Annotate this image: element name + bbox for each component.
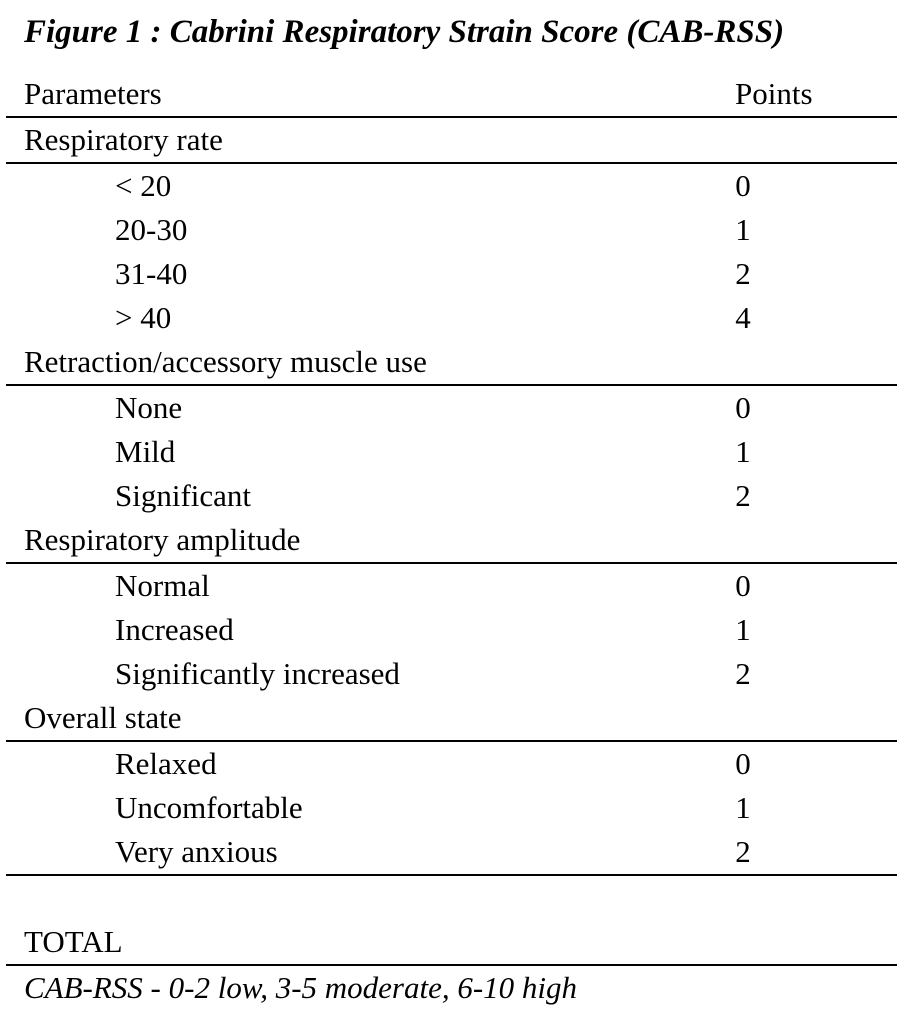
figure-title: Figure 1 : Cabrini Respiratory Strain Score (CAB-RSS) (24, 14, 785, 50)
group-row-respiratory-rate (6, 118, 897, 162)
table-row (6, 252, 897, 296)
item-points: 2 (735, 478, 751, 513)
points-header: Points (735, 76, 813, 111)
item-points: 2 (735, 834, 751, 869)
item-label: None (115, 390, 183, 425)
item-points: 0 (735, 390, 751, 425)
table-row (6, 430, 897, 474)
item-label: > 40 (115, 300, 172, 335)
item-points: 4 (735, 300, 751, 335)
group-label: Overall state (24, 700, 182, 735)
total-label: TOTAL (24, 924, 123, 959)
item-label: Increased (115, 612, 234, 647)
table-row (6, 652, 897, 696)
item-label: 20-30 (115, 212, 188, 247)
group-label: Retraction/accessory muscle use (24, 344, 427, 379)
parameters-header: Parameters (24, 76, 162, 111)
item-label: Relaxed (115, 746, 217, 781)
table-row (6, 786, 897, 830)
group-label: Respiratory rate (24, 122, 223, 157)
table-row (6, 296, 897, 340)
item-label: Uncomfortable (115, 790, 303, 825)
total-row (6, 920, 897, 964)
footnote (6, 966, 897, 1010)
table-row (6, 208, 897, 252)
table-row (6, 386, 897, 430)
group-row-respiratory-amplitude (6, 518, 897, 562)
item-points: 0 (735, 568, 751, 603)
item-label: Very anxious (115, 834, 278, 869)
footnote-text: CAB-RSS - 0-2 low, 3-5 moderate, 6-10 high (24, 970, 578, 1005)
item-label: < 20 (115, 168, 172, 203)
item-label: Significant (115, 478, 252, 513)
item-points: 1 (735, 790, 751, 825)
group-label: Respiratory amplitude (24, 522, 301, 557)
spacer (6, 876, 897, 920)
table-row (6, 742, 897, 786)
item-points: 2 (735, 656, 751, 691)
item-points: 1 (735, 212, 751, 247)
item-label: Significantly increased (115, 656, 400, 691)
group-row-overall-state (6, 696, 897, 740)
item-label: Mild (115, 434, 176, 469)
table-row (6, 608, 897, 652)
table-row (6, 164, 897, 208)
table-row (6, 564, 897, 608)
item-points: 0 (735, 746, 751, 781)
table-row (6, 830, 897, 874)
table-header-row (6, 72, 897, 116)
item-label: 31-40 (115, 256, 188, 291)
group-row-retraction (6, 340, 897, 384)
item-points: 1 (735, 612, 751, 647)
table-row (6, 474, 897, 518)
item-points: 0 (735, 168, 751, 203)
item-points: 2 (735, 256, 751, 291)
score-table (6, 72, 897, 1010)
item-points: 1 (735, 434, 751, 469)
item-label: Normal (115, 568, 210, 603)
